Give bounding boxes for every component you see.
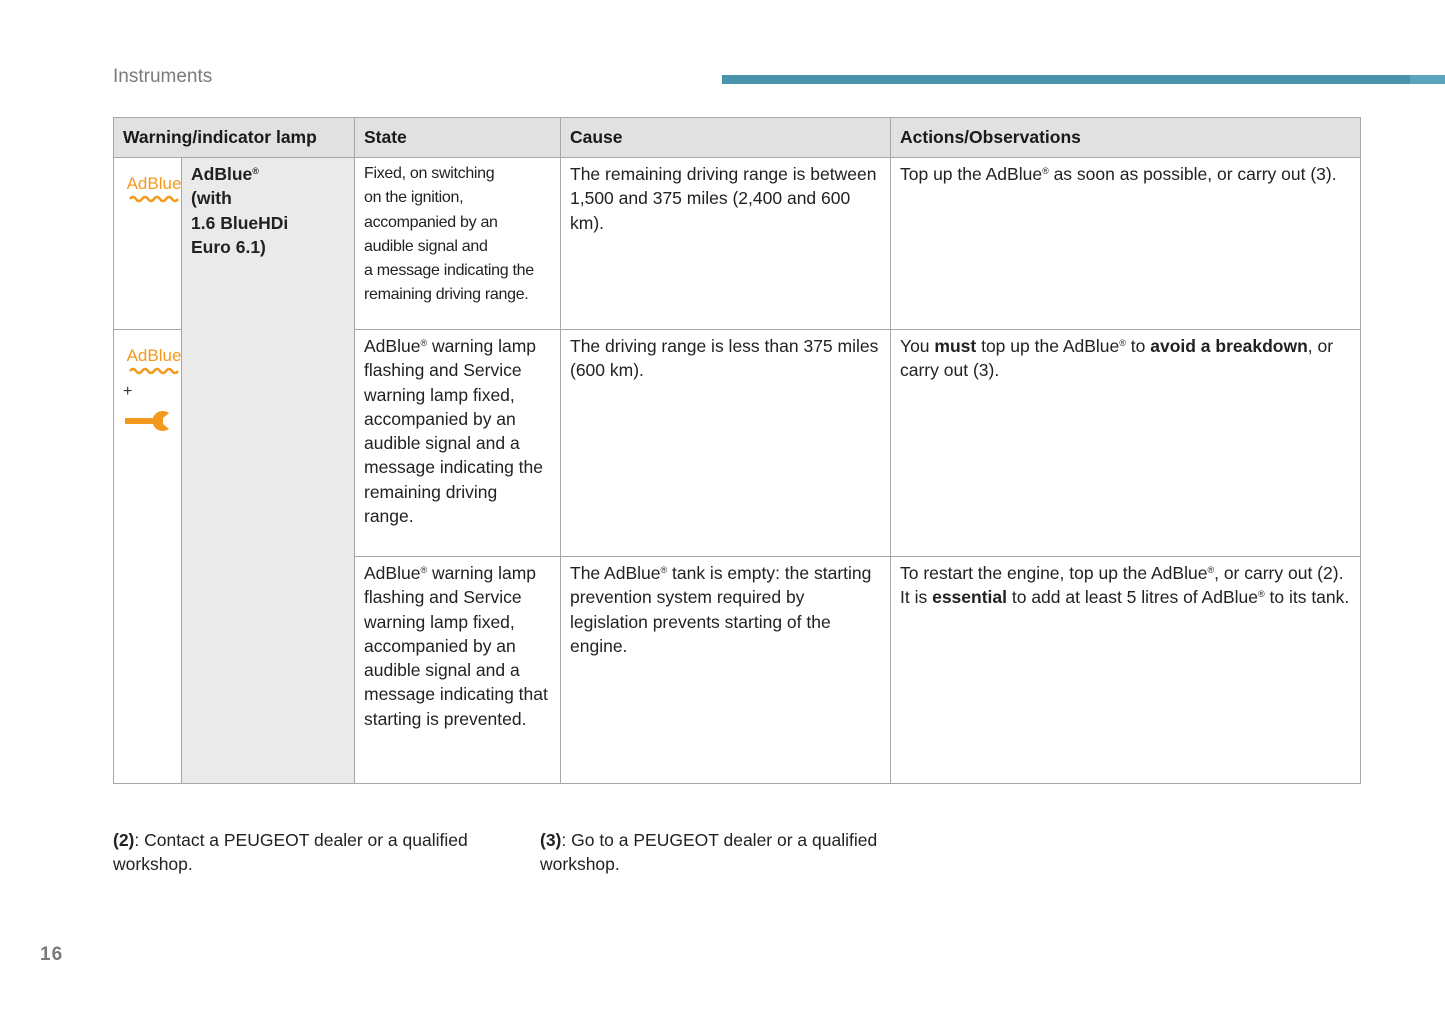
registered-mark: ® (420, 565, 428, 575)
footnote-3 (540, 828, 920, 877)
state-line: a message indicating the (364, 262, 534, 280)
header-accent-bar-end (1410, 75, 1445, 84)
adblue-icon-label: AdBlue (126, 174, 182, 193)
actions-text: to (1125, 336, 1151, 356)
actions-text: It is (900, 587, 933, 608)
actions-emphasis: must (934, 336, 977, 356)
adblue-icon-label: AdBlue (126, 346, 182, 365)
lamp-name-line: (with (191, 188, 232, 209)
adblue-warning-icon (123, 346, 185, 378)
actions-cell (891, 330, 1361, 557)
lamp-icon-cell (114, 330, 182, 784)
state-line: on the ignition, (364, 189, 464, 207)
lamp-name-line: 1.6 BlueHDi (191, 212, 289, 233)
plus-sign: + (123, 383, 133, 400)
service-wrench-icon (123, 410, 173, 432)
registered-mark: ® (660, 565, 668, 575)
column-header-state: State (355, 118, 561, 158)
page-number: 16 (40, 944, 64, 965)
column-header-lamp: Warning/indicator lamp (114, 118, 355, 158)
actions-text: You (900, 336, 935, 356)
registered-mark: ® (1042, 166, 1049, 176)
actions-text: , or carry out (3). (900, 336, 1334, 381)
actions-text: To restart the engine, top up the AdBlue (900, 563, 1208, 583)
state-line: Fixed, on switching (364, 165, 495, 182)
footnote-ref: (3) (540, 830, 562, 850)
state-text: AdBlue (364, 336, 421, 356)
registered-mark: ® (252, 166, 259, 176)
lamp-name: AdBlue (191, 164, 253, 184)
state-line: accompanied by an (364, 213, 498, 231)
adblue-wave (130, 197, 178, 201)
lamp-name-cell (182, 158, 355, 784)
adblue-warning-icon (123, 174, 185, 206)
actions-emphasis: essential (932, 587, 1007, 608)
warning-lamp-table (113, 117, 1361, 784)
actions-cell (891, 557, 1361, 784)
actions-text: top up the AdBlue (976, 336, 1120, 356)
column-header-actions: Actions/Observations (891, 118, 1361, 158)
lamp-icon-cell (114, 158, 182, 330)
actions-text: as soon as possible, or carry out (3). (1048, 164, 1337, 184)
adblue-wave (130, 369, 178, 373)
column-header-cause: Cause (561, 118, 891, 158)
state-line: audible signal and (364, 237, 488, 255)
header-accent-bar (722, 75, 1445, 84)
actions-text: Top up the AdBlue (900, 164, 1043, 184)
footnote-ref: (2) (113, 830, 135, 850)
registered-mark: ® (1207, 565, 1215, 575)
section-title: Instruments (113, 66, 213, 87)
cause-text: tank is empty: the starting prevention system required by legislation prevents starting of the engine. (570, 563, 872, 656)
table-header-row (114, 118, 1361, 158)
state-cell (355, 330, 561, 557)
actions-cell (891, 158, 1361, 330)
actions-emphasis: avoid a breakdown (1150, 336, 1308, 356)
registered-mark: ® (1119, 338, 1126, 348)
registered-mark: ® (420, 338, 428, 348)
footnote-text: : Contact a PEUGEOT dealer or a qualified workshop. (113, 830, 468, 875)
state-line: remaining driving range. (364, 286, 529, 304)
actions-text: to its tank. (1264, 587, 1350, 608)
cause-cell (561, 557, 891, 784)
state-cell (355, 557, 561, 784)
table-row (114, 158, 1361, 330)
cause-text: The AdBlue (570, 563, 661, 583)
state-cell (355, 158, 561, 330)
cause-cell: The driving range is less than 375 miles (600 km). (561, 330, 891, 557)
actions-line (900, 561, 1351, 585)
state-text: warning lamp flashing and Service warning lamp fixed, accompanied by an audible signal and a message indicating that starting is prevented. (364, 563, 548, 729)
wrench-shape (125, 411, 169, 431)
registered-mark: ® (1258, 589, 1265, 600)
lamp-name-line: Euro 6.1) (191, 236, 266, 257)
actions-text: , or carry out (2). (1214, 563, 1344, 583)
cause-cell: The remaining driving range is between 1,500 and 375 miles (2,400 and 600 km). (561, 158, 891, 330)
state-text: AdBlue (364, 563, 421, 583)
state-text: warning lamp flashing and Service warning lamp fixed, accompanied by an audible signal and a message indicating the remaining driving range. (364, 336, 543, 527)
actions-text: to add at least 5 litres of AdBlue (1007, 587, 1258, 608)
footnote-2 (113, 828, 513, 877)
footnote-text: : Go to a PEUGEOT dealer or a qualified workshop. (540, 830, 878, 875)
actions-line (900, 585, 1351, 609)
